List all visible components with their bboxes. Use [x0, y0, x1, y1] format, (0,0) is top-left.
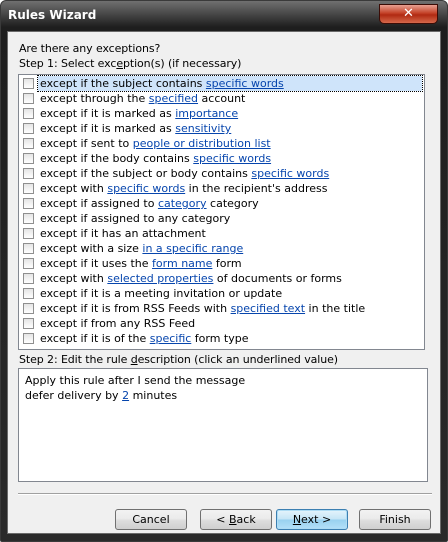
exceptions-list[interactable]: [18, 74, 425, 350]
exception-value-link[interactable]: sensitivity: [175, 122, 232, 135]
separator: [18, 493, 432, 495]
exception-checkbox[interactable]: [23, 78, 34, 89]
exception-value-link[interactable]: specific words: [205, 77, 284, 90]
exception-row[interactable]: [20, 106, 423, 121]
exception-label: except if it is from RSS Feeds with specified text in the title: [40, 302, 366, 315]
exception-checkbox[interactable]: [23, 213, 34, 224]
next-button[interactable]: Next >: [276, 509, 348, 530]
exception-checkbox[interactable]: [23, 123, 34, 134]
exception-row[interactable]: [20, 136, 423, 151]
exception-label: except if it has an attachment: [40, 227, 206, 240]
exception-checkbox[interactable]: [23, 303, 34, 314]
window-title: Rules Wizard: [8, 8, 97, 22]
exception-label: except if assigned to category category: [40, 197, 259, 210]
exception-label: except if it is marked as sensitivity: [40, 122, 232, 135]
exception-value-link[interactable]: specific words: [251, 167, 330, 180]
cancel-button[interactable]: Cancel: [115, 509, 187, 530]
exception-row[interactable]: [20, 241, 423, 256]
exception-value-link[interactable]: selected properties: [107, 272, 214, 285]
exception-label: except if it is marked as importance: [40, 107, 239, 120]
exception-row[interactable]: [20, 121, 423, 136]
exception-label: except through the specified account: [40, 92, 246, 105]
exception-row[interactable]: [20, 331, 423, 346]
exception-label: except with selected properties of documents or forms: [40, 272, 342, 285]
step1-label: Step 1: Select exception(s) (if necessary): [19, 57, 242, 70]
exception-row[interactable]: [20, 76, 423, 91]
exception-value-link[interactable]: people or distribution list: [132, 137, 271, 150]
exception-checkbox[interactable]: [23, 183, 34, 194]
exception-row[interactable]: [20, 166, 423, 181]
finish-button[interactable]: Finish: [359, 509, 431, 530]
exception-label: except if assigned to any category: [40, 212, 231, 225]
defer-minutes-link[interactable]: 2: [122, 389, 130, 402]
exception-value-link[interactable]: specific: [149, 332, 192, 345]
close-button[interactable]: [379, 4, 438, 24]
exception-label: except if from any RSS Feed: [40, 317, 196, 330]
exception-row[interactable]: [20, 271, 423, 286]
exception-value-link[interactable]: specified text: [230, 302, 306, 315]
description-line: defer delivery by 2 minutes: [25, 389, 178, 402]
exception-checkbox[interactable]: [23, 138, 34, 149]
exception-checkbox[interactable]: [23, 273, 34, 284]
exception-value-link[interactable]: specific words: [107, 182, 186, 195]
exception-checkbox[interactable]: [23, 108, 34, 119]
exception-row[interactable]: [20, 301, 423, 316]
exceptions-prompt: Are there any exceptions?: [19, 42, 161, 55]
exception-label: except if it is a meeting invitation or update: [40, 287, 283, 300]
exception-label: except if it is of the specific form type: [40, 332, 249, 345]
exception-row[interactable]: [20, 226, 423, 241]
exception-value-link[interactable]: specified: [148, 92, 199, 105]
exception-checkbox[interactable]: [23, 288, 34, 299]
exception-label: except with a size in a specific range: [40, 242, 244, 255]
exception-value-link[interactable]: form name: [152, 257, 213, 270]
exception-checkbox[interactable]: [23, 318, 34, 329]
exception-row[interactable]: [20, 256, 423, 271]
exception-checkbox[interactable]: [23, 93, 34, 104]
rule-description-box: [18, 368, 428, 482]
exception-value-link[interactable]: in a specific range: [142, 242, 244, 255]
description-line: Apply this rule after I send the message: [25, 374, 246, 387]
exception-row[interactable]: [20, 316, 423, 331]
exception-label: except if it uses the form name form: [40, 257, 242, 270]
exception-checkbox[interactable]: [23, 243, 34, 254]
exception-label: except if sent to people or distribution list: [40, 137, 271, 150]
exception-checkbox[interactable]: [23, 258, 34, 269]
exception-row[interactable]: [20, 91, 423, 106]
dialog-body: [7, 31, 441, 534]
close-icon: ✕: [403, 6, 414, 21]
exception-label: except with specific words in the recipient's address: [40, 182, 328, 195]
exception-value-link[interactable]: importance: [175, 107, 239, 120]
step2-label: Step 2: Edit the rule description (click an underlined value): [19, 353, 338, 366]
exception-row[interactable]: [20, 286, 423, 301]
exception-checkbox[interactable]: [23, 333, 34, 344]
exception-label: except if the subject contains specific words: [38, 76, 422, 91]
exception-row[interactable]: [20, 181, 423, 196]
exception-value-link[interactable]: specific words: [193, 152, 272, 165]
exception-row[interactable]: [20, 211, 423, 226]
exception-checkbox[interactable]: [23, 168, 34, 179]
exception-row[interactable]: [20, 196, 423, 211]
exception-label: except if the body contains specific words: [40, 152, 272, 165]
exception-checkbox[interactable]: [23, 228, 34, 239]
exception-value-link[interactable]: category: [157, 197, 207, 210]
title-bar[interactable]: [1, 1, 447, 31]
exception-checkbox[interactable]: [23, 198, 34, 209]
exception-checkbox[interactable]: [23, 153, 34, 164]
back-button[interactable]: < Back: [200, 509, 272, 530]
exception-label: except if the subject or body contains specific words: [40, 167, 330, 180]
exception-row[interactable]: [20, 151, 423, 166]
